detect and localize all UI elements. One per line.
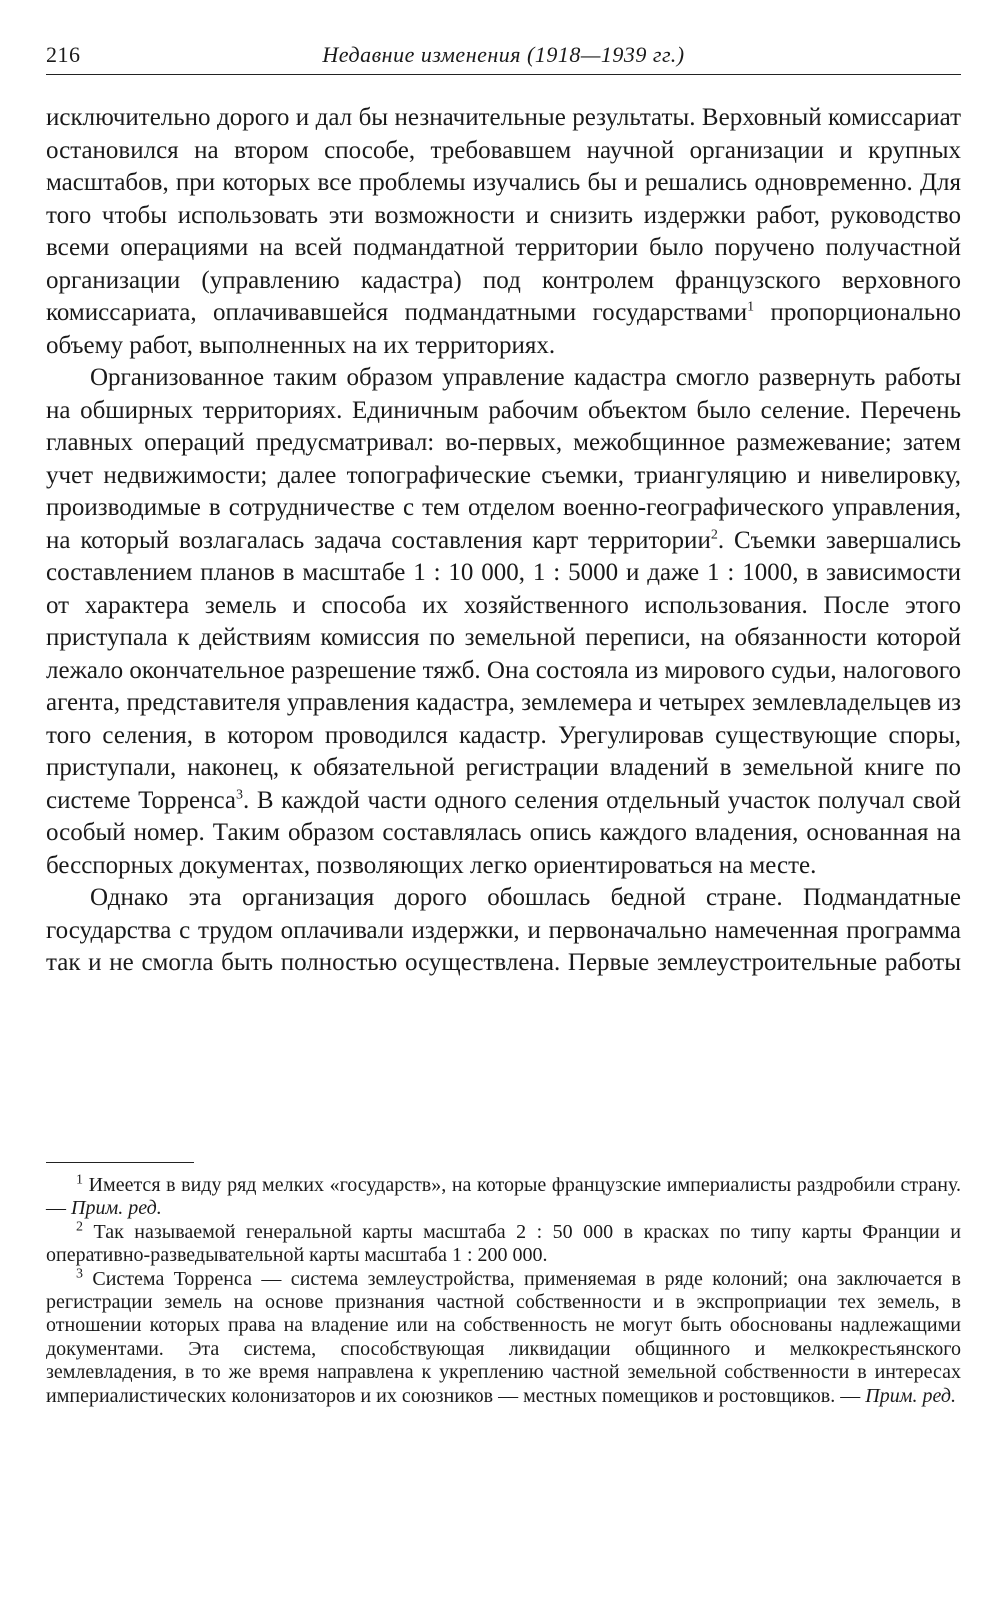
page-header (46, 40, 961, 75)
paragraph-1 (46, 102, 961, 362)
paragraph-1-text-a: исключительно дорого и дал бы незначительные результаты. Верховный комиссариат остановился на втором способе, требовавшем научной организации и крупных масштабов, при которых все проблемы изучались бы и решались одновременно. Для того чтобы использовать эти возможности и снизить издержки работ, руководство всеми операциями на всей подмандатной территории было поручено получастной организации (управлению кадастра) под контролем французского верховного комиссариата, оплачивавшейся подмандатными государствами (46, 104, 961, 326)
footnote-ref-3: 3 (235, 787, 243, 803)
footnote-divider (46, 1162, 194, 1163)
footnote-1 (46, 1174, 961, 1221)
footnote-3-mark: 3 (76, 1265, 83, 1281)
page-number: 216 (46, 42, 81, 67)
footnote-ref-2: 2 (710, 527, 718, 543)
footnote-3 (46, 1265, 961, 1408)
main-text (46, 102, 961, 980)
footnote-2 (46, 1221, 961, 1268)
paragraph-2-text-c: . В каждой части одного селения отдельный участок получал свой особый номер. Таким образом составлялась опись каждого владения, основанная на бесспорных документах, позволяющих легко ориентироваться на месте. (46, 786, 961, 879)
footnote-1-mark: 1 (76, 1172, 83, 1188)
footnote-2-mark: 2 (76, 1219, 83, 1235)
paragraph-2 (46, 362, 961, 882)
footnotes (46, 1174, 961, 1408)
running-title: Недавние изменения (1918—1939 гг.) (322, 42, 685, 67)
paragraph-2-text-a: Организованное таким образом управление кадастра смогло развернуть работы на обширных территориях. Единичным рабочим объектом было селение. Перечень главных операций предусматривал: во-первых, межобщинное размежевание; затем учет недвижимости; далее топографические съемки, триангуляцию и нивелировку, производимые в сотрудничестве с тем отделом военно-географического управления, на который возлагалась задача составления карт территории (46, 364, 961, 554)
footnote-3-text: Система Торренса — система землеустройства, применяемая в ряде колоний; она заключается в регистрации земель на основе признания частной собственности и в экспроприации тех земель, в отношении которых права на владение или на собственность не могут быть обоснованы надлежащими документами. Эта система, способствующая ликвидации общинного и мелкокрестьянского землевладения, в то же время направлена к укреплению частной земельной собственности в интересах империалистических колонизаторов и их союзников — местных помещиков и ростовщиков. — (46, 1267, 961, 1407)
paragraph-3: Однако эта организация дорого обошлась бедной стране. Подмандатные государства с трудом оплачивали издержки, и первоначально намеченная программа так и не смогла быть полностью осуществлена. Первые землеустроительные работы (46, 884, 961, 976)
paragraph-1-text-b: пропорционально объему работ, выполненных на их территориях. (46, 299, 961, 359)
footnote-3-editor-note: Прим. ред. (865, 1384, 956, 1407)
footnote-ref-1: 1 (747, 299, 755, 315)
paragraph-2-text-b: . Съемки завершались составлением планов в масштабе 1 : 10 000, 1 : 5000 и даже 1 : 1000, в зависимости от характера земель и способа их хозяйственного использования. После этого приступала к действиям комиссия по земельной переписи, на обязанности которой лежало окончательное разрешение тяжб. Она состояла из мирового судьи, налогового агента, представителя управления кадастра, землемера и четырех землевладельцев из того селения, в котором проводился кадастр. Урегулировав существующие споры, приступали, наконец, к обязательной регистрации владений в земельной книге по системе Торренса (46, 526, 961, 814)
footnote-2-text: Так называемой генеральной карты масштаба 2 : 50 000 в красках по типу карты Франции и оперативно-разведывательной карты масштаба 1 : 200 000. (46, 1220, 961, 1267)
footnote-1-text: Имеется в виду ряд мелких «государств», на которые французские империалисты раздробили страну. — (46, 1174, 961, 1220)
footnote-1-editor-note: Прим. ред. (71, 1197, 162, 1220)
